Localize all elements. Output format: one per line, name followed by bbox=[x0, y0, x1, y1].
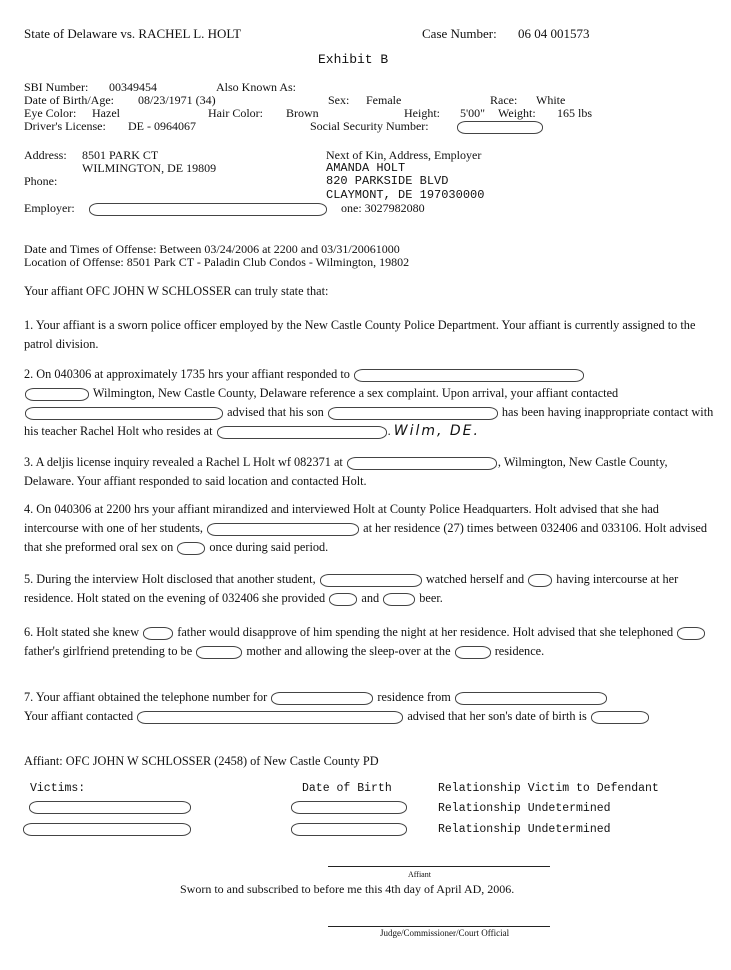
p5-text-c: having intercourse at her residence. Holt stated on the evening of 032406 she provided bbox=[24, 572, 679, 605]
victim-relationship: Relationship Undetermined bbox=[438, 823, 611, 836]
redaction bbox=[329, 593, 357, 606]
affiant-caption: Affiant bbox=[408, 870, 431, 879]
p6-text-c: father's girlfriend pretending to be bbox=[24, 644, 193, 658]
victim-name-redaction bbox=[29, 801, 191, 814]
victim-dob-redaction bbox=[291, 823, 407, 836]
paragraph-3 bbox=[24, 453, 714, 491]
nok-label: Next of Kin, Address, Employer bbox=[326, 148, 482, 162]
p6-text-d: mother and allowing the sleep-over at the bbox=[246, 644, 451, 658]
address-label: Address: bbox=[24, 148, 67, 162]
redaction bbox=[271, 692, 373, 705]
redaction bbox=[143, 627, 173, 640]
sbi-number: 00349454 bbox=[109, 80, 157, 94]
sex-value: Female bbox=[366, 93, 402, 107]
redaction bbox=[383, 593, 415, 606]
height-value: 5'00" bbox=[460, 106, 486, 120]
p7-text-a: 7. Your affiant obtained the telephone number for bbox=[24, 690, 268, 704]
p7-text-c: Your affiant contacted bbox=[24, 709, 134, 723]
victims-header: Victims: bbox=[30, 782, 86, 795]
sbi-label: SBI Number: bbox=[24, 80, 89, 94]
redaction bbox=[455, 646, 491, 659]
case-title: State of Delaware vs. RACHEL L. HOLT bbox=[24, 26, 242, 41]
victim-dob-redaction bbox=[291, 801, 407, 814]
paragraph-4 bbox=[24, 500, 714, 557]
nok-city: CLAYMONT, DE 197030000 bbox=[326, 188, 485, 202]
redaction bbox=[177, 542, 205, 555]
license-value: DE - 0964067 bbox=[128, 119, 196, 133]
victim-name-redaction bbox=[23, 823, 191, 836]
redaction bbox=[25, 388, 89, 401]
p5-text-a: 5. During the interview Holt disclosed that another student, bbox=[24, 572, 316, 586]
phone-label: Phone: bbox=[24, 174, 58, 188]
paragraph-5 bbox=[24, 570, 714, 608]
redaction bbox=[196, 646, 242, 659]
p5-text-e: beer. bbox=[419, 591, 443, 605]
redaction bbox=[591, 711, 649, 724]
offense-location: Location of Offense: 8501 Park CT - Paladin Club Condos - Wilmington, 19802 bbox=[24, 255, 410, 269]
exhibit-title: Exhibit B bbox=[318, 52, 389, 67]
p2-text-a: 2. On 040306 at approximately 1735 hrs your affiant responded to bbox=[24, 367, 350, 381]
p7-text-b: residence from bbox=[377, 690, 451, 704]
redaction bbox=[347, 457, 497, 470]
p4-text-a: 4. On 040306 at 2200 hrs your affiant mirandized and interviewed Holt at County Police Headquarters. Holt advised that she had intercourse with one of her students, bbox=[24, 502, 659, 535]
redaction bbox=[207, 523, 359, 536]
paragraph-2: 2. On 040306 at approximately 1735 hrs your affiant responded to Wilmington, New Castle County, Delaware reference a sex complaint. Upon arrival, your affiant contacted advised that his son has been having inappropriate contact with his teacher Rachel Holt who resides at . Wilm, DE. bbox=[24, 367, 714, 439]
hair-label: Hair Color: bbox=[208, 106, 263, 120]
p5-text-d: and bbox=[361, 591, 380, 605]
redaction bbox=[528, 574, 552, 587]
dob-header: Date of Birth bbox=[302, 782, 392, 795]
redaction bbox=[137, 711, 403, 724]
hair-value: Brown bbox=[286, 106, 319, 120]
dob-value: 08/23/1971 (34) bbox=[138, 93, 216, 107]
case-number: 06 04 001573 bbox=[518, 26, 590, 41]
p4-text-b: at her residence (27) times between 032406 and 033106. Holt advised that she preformed oral sex on bbox=[24, 521, 707, 554]
p2-text-b: Wilmington, New Castle County, Delaware reference a sex complaint. Upon arrival, your affiant contacted bbox=[92, 386, 619, 400]
p2-text-c: advised that his son bbox=[227, 405, 324, 419]
affiant-signature-line bbox=[328, 866, 550, 867]
redaction bbox=[25, 407, 223, 420]
ssn-label: Social Security Number: bbox=[310, 119, 429, 133]
dob-label: Date of Birth/Age: bbox=[24, 93, 114, 107]
redaction bbox=[328, 407, 498, 420]
offense-dates: Date and Times of Offense: Between 03/24/2006 at 2200 and 03/31/20061000 bbox=[24, 242, 400, 256]
weight-label: Weight: bbox=[498, 106, 536, 120]
p3-text-b: , Wilmington, New Castle County, Delaware. Your affiant responded to said location and contacted Holt. bbox=[24, 455, 668, 488]
address-line1: 8501 PARK CT bbox=[82, 148, 159, 162]
employer-label: Employer: bbox=[24, 201, 75, 215]
license-label: Driver's License: bbox=[24, 119, 106, 133]
judge-caption: Judge/Commissioner/Court Official bbox=[380, 928, 510, 938]
p5-text-b: watched herself and bbox=[425, 572, 525, 586]
case-number-label: Case Number: bbox=[422, 26, 497, 41]
race-value: White bbox=[536, 93, 566, 107]
paragraph-6 bbox=[24, 623, 714, 661]
p3-text-a: 3. A deljis license inquiry revealed a Rachel L Holt wf 082371 at bbox=[24, 455, 343, 469]
nok-name: AMANDA HOLT bbox=[326, 161, 406, 175]
affiant-line: Affiant: OFC JOHN W SCHLOSSER (2458) of New Castle County PD bbox=[24, 754, 379, 768]
p6-text-e: residence. bbox=[494, 644, 545, 658]
sworn-text: Sworn to and subscribed to before me this 4th day of April AD, 2006. bbox=[180, 882, 515, 896]
redaction bbox=[455, 692, 607, 705]
height-label: Height: bbox=[404, 106, 440, 120]
nok-street: 820 PARKSIDE BLVD bbox=[326, 174, 449, 188]
race-label: Race: bbox=[490, 93, 518, 107]
p7-text-d: advised that her son's date of birth is bbox=[407, 709, 587, 723]
aka-label: Also Known As: bbox=[216, 80, 297, 94]
victim-relationship: Relationship Undetermined bbox=[438, 802, 611, 815]
affiant-intro: Your affiant OFC JOHN W SCHLOSSER can truly state that: bbox=[24, 284, 329, 298]
employer-redaction bbox=[89, 203, 327, 216]
weight-value: 165 lbs bbox=[557, 106, 593, 120]
redaction bbox=[217, 426, 387, 439]
ssn-redaction bbox=[457, 121, 543, 134]
paragraph-7 bbox=[24, 688, 714, 726]
paragraph-1: 1. Your affiant is a sworn police officer employed by the New Castle County Police Department. Your affiant is currently assigned to the patrol division. bbox=[24, 318, 696, 351]
relationship-header: Relationship Victim to Defendant bbox=[438, 782, 659, 795]
address-line2: WILMINGTON, DE 19809 bbox=[82, 161, 217, 175]
judge-signature-line bbox=[328, 926, 550, 927]
p4-text-c: once during said period. bbox=[209, 540, 329, 554]
nok-phone: one: 3027982080 bbox=[341, 201, 425, 215]
eye-label: Eye Color: bbox=[24, 106, 77, 120]
handwritten-note: Wilm, DE. bbox=[393, 423, 480, 439]
redaction bbox=[677, 627, 705, 640]
eye-value: Hazel bbox=[92, 106, 120, 120]
redaction bbox=[354, 369, 584, 382]
p6-text-a: 6. Holt stated she knew bbox=[24, 625, 140, 639]
redaction bbox=[320, 574, 422, 587]
sex-label: Sex: bbox=[328, 93, 350, 107]
p6-text-b: father would disapprove of him spending the night at her residence. Holt advised that she telephoned bbox=[177, 625, 674, 639]
p2-text-d: has been having inappropriate contact with his teacher Rachel Holt who resides at bbox=[24, 405, 714, 438]
